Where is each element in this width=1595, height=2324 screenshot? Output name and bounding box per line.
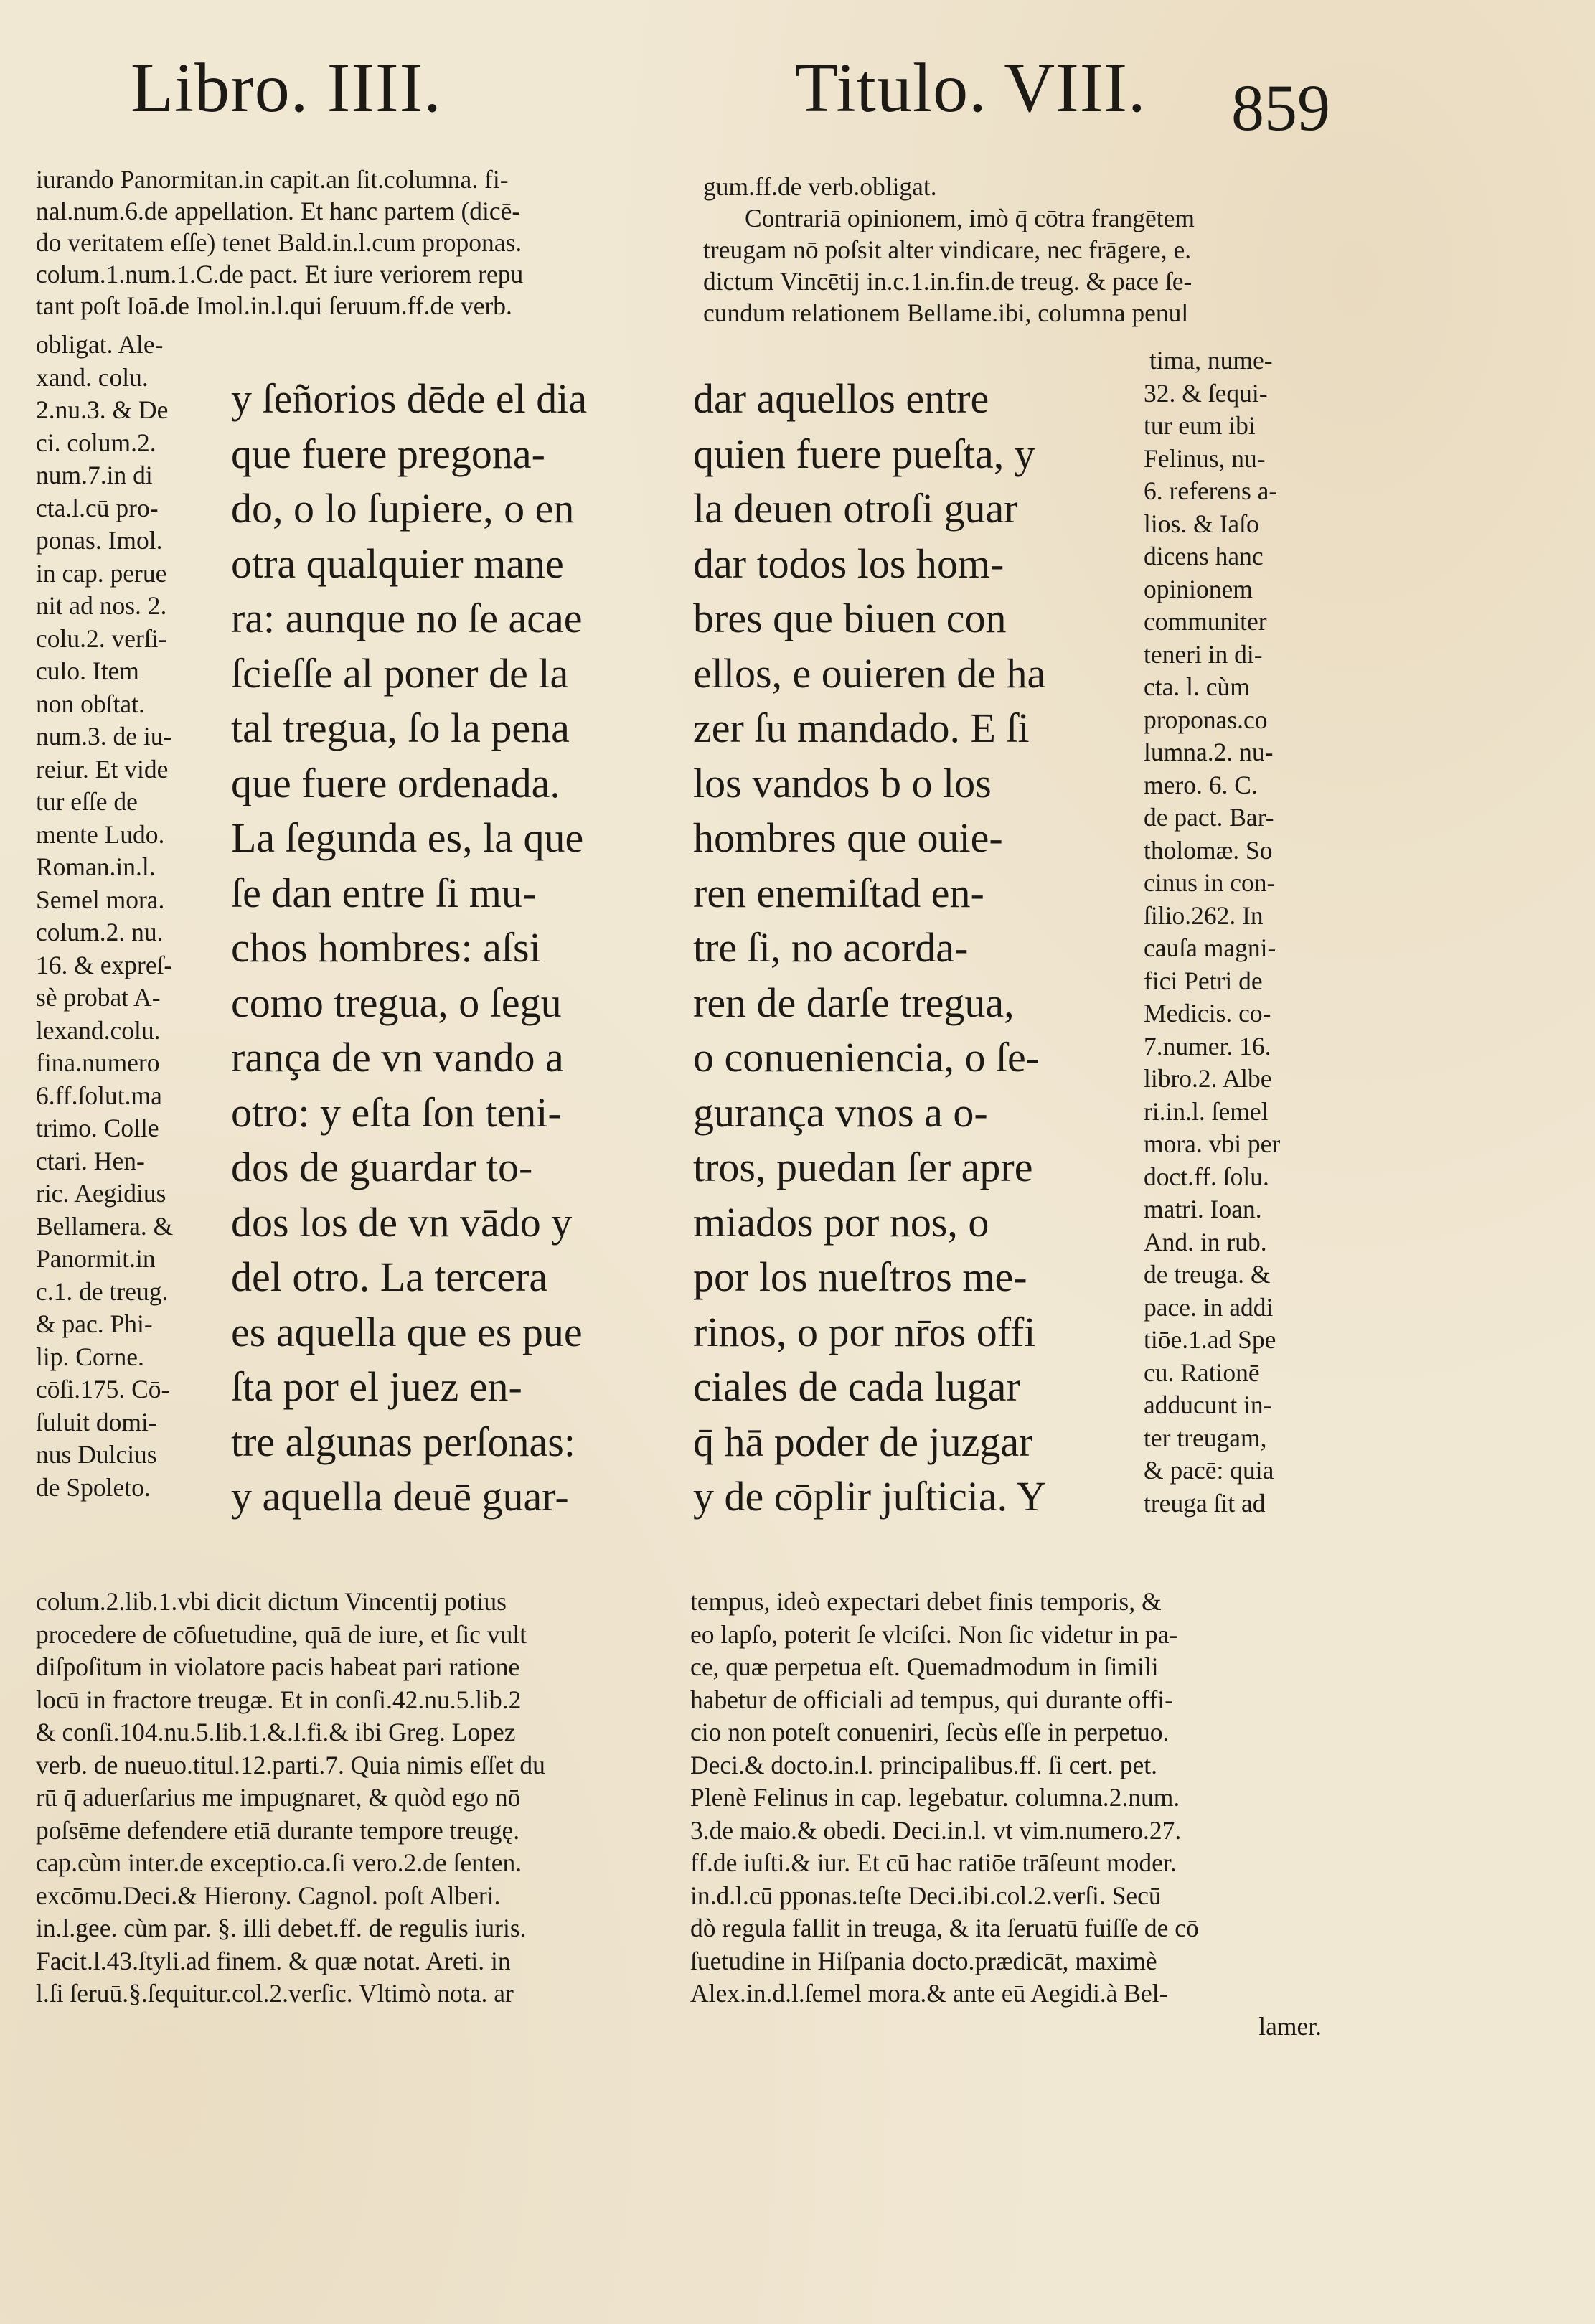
main-text-line: y ſeñorios dēde el dia <box>231 375 588 422</box>
main-text-line: y de cōplir juſticia. Y <box>693 1473 1047 1520</box>
gloss-line: matri. Ioan. <box>1144 1195 1262 1223</box>
gloss-line: cauſa magni- <box>1144 933 1276 962</box>
gloss-line: in.d.l.cū pponas.teſte Deci.ibi.col.2.verſi. Secū <box>690 1881 1162 1910</box>
gloss-line: ſuluit domi- <box>36 1407 157 1436</box>
main-text-line: dos de guardar to- <box>231 1144 533 1190</box>
gloss-line: nal.num.6.de appellation. Et hanc partem (dicē- <box>36 197 521 225</box>
main-text-line: es aquella que es pue <box>231 1308 583 1355</box>
gloss-line: lios. & Iaſo <box>1144 509 1259 538</box>
gloss-line: & pacē: quia <box>1144 1456 1274 1485</box>
gloss-bottom-right <box>690 1586 1322 2043</box>
main-text-line: gurança vnos a o- <box>693 1088 988 1136</box>
gloss-line: cta. l. cùm <box>1144 672 1250 701</box>
gloss-line: & pac. Phi- <box>36 1309 153 1338</box>
gloss-line: dictum Vincētij in.c.1.in.fin.de treug. & pace ſe- <box>703 267 1192 296</box>
main-text-line: del otro. La tercera <box>231 1253 548 1300</box>
gloss-line: sè probat A- <box>36 983 161 1012</box>
gloss-line: Medicis. co- <box>1144 999 1271 1027</box>
main-text-line: chos hombres: aſsi <box>231 924 541 971</box>
gloss-line: libro.2. Albe <box>1144 1064 1272 1093</box>
gloss-line: Bellamera. & <box>36 1211 174 1241</box>
gloss-line: de pact. Bar- <box>1144 803 1274 832</box>
gloss-line: locū in fractore treugæ. Et in conſi.42.nu.5.lib.2 <box>36 1685 522 1714</box>
gloss-line: cap.cùm inter.de exceptio.ca.ſi vero.2.de ſenten. <box>36 1848 522 1877</box>
gloss-line: Deci.& docto.in.l. principalibus.ff. ſi cert. pet. <box>690 1750 1157 1779</box>
gloss-line: ſilio.262. In <box>1144 900 1264 930</box>
main-text-line: La ſegunda es, la que <box>231 814 584 861</box>
gloss-line: procedere de cōſuetudine, quā de iure, et ſic vult <box>36 1619 527 1649</box>
gloss-line: lamer. <box>1258 2011 1322 2041</box>
gloss-line: cta.l.cū pro- <box>36 493 159 522</box>
gloss-line: tempus, ideò expectari debet finis temporis, & <box>690 1587 1162 1616</box>
gloss-line: culo. Item <box>36 657 139 685</box>
main-text-line: miados por nos, o <box>693 1198 989 1246</box>
gloss-line: do veritatem eſſe) tenet Bald.in.l.cum proponas. <box>36 228 522 257</box>
main-text-line: ellos, e ouieren de ha <box>693 649 1046 697</box>
gloss-line: ter treugam, <box>1144 1423 1267 1452</box>
gloss-line: 16. & expreſ- <box>36 950 173 979</box>
gloss-line: colum.1.num.1.C.de pact. Et iure veriorem repu <box>36 260 524 288</box>
gloss-line: de Spoleto. <box>36 1472 151 1502</box>
main-text-line: hombres que ouie- <box>693 814 1003 861</box>
gloss-line: opinionem <box>1144 574 1253 603</box>
main-text-line: otra qualquier mane <box>231 540 564 587</box>
gloss-line: treugam nō poſsit alter vindicare, nec frāgere, e. <box>703 235 1192 264</box>
gloss-line: mente Ludo. <box>36 819 165 849</box>
gloss-line: doct.ff. ſolu. <box>1144 1162 1269 1191</box>
gloss-line: ci. colum.2. <box>36 428 156 457</box>
gloss-line: diſpoſitum in violatore pacis habeat pari ratione <box>36 1652 520 1681</box>
gloss-line: de treuga. & <box>1144 1260 1271 1289</box>
gloss-line: non obſtat. <box>36 689 145 718</box>
gloss-line: ponas. Imol. <box>36 526 163 555</box>
gloss-line: nus Dulcius <box>36 1440 157 1469</box>
main-text-line: tros, puedan ſer apre <box>693 1144 1033 1190</box>
gloss-right-margin <box>1144 344 1337 1520</box>
gloss-top-left <box>36 164 653 321</box>
gloss-line: Roman.in.l. <box>36 852 156 881</box>
gloss-line: excōmu.Deci.& Hierony. Cagnol. poſt Alberi. <box>36 1881 501 1910</box>
gloss-line: 6.ff.ſolut.ma <box>36 1081 162 1110</box>
gloss-line: fici Petri de <box>1144 966 1263 995</box>
main-text-line: dar todos los hom- <box>693 540 1004 587</box>
gloss-line: colum.2.lib.1.vbi dicit dictum Vincentij potius <box>36 1587 507 1616</box>
gloss-line: & conſi.104.nu.5.lib.1.&.l.fi.& ibi Greg. Lopez <box>36 1718 516 1746</box>
gloss-line: l.ſi ſeruū.§.ſequitur.col.2.verſic. Vltimò nota. ar <box>36 1979 514 2008</box>
main-text-line: tal tregua, ſo la pena <box>231 705 570 751</box>
gloss-line: adducunt in- <box>1144 1391 1272 1419</box>
main-text-line: q̄ hā poder de juzgar <box>693 1418 1033 1465</box>
gloss-line: tur eſſe de <box>36 787 138 816</box>
gloss-line: reiur. Et vide <box>36 754 169 784</box>
gloss-line: dò regula fallit in treuga, & ita ſeruatū fuiſſe de cō <box>690 1914 1199 1942</box>
gloss-line: num.7.in di <box>36 461 153 489</box>
gloss-line: proponas.co <box>1144 705 1268 734</box>
gloss-bottom-left <box>36 1586 653 2010</box>
page-number: 859 <box>1231 71 1330 144</box>
gloss-top-right <box>703 171 1335 329</box>
main-text-line: ren enemiſtad en- <box>693 869 984 916</box>
main-text-line: dar aquellos entre <box>693 375 989 422</box>
gloss-line: iurando Panormitan.in capit.an ſit.columna. fi- <box>36 165 509 194</box>
gloss-line: verb. de nueuo.titul.12.parti.7. Quia nimis eſſet du <box>36 1750 545 1779</box>
gloss-line: 3.de maio.& obedi. Deci.in.l. vt vim.numero.27. <box>690 1815 1182 1845</box>
main-text-line: ra: aunque no ſe acae <box>231 595 583 641</box>
gloss-line: cu. Rationē <box>1144 1358 1260 1387</box>
gloss-line: Alex.in.d.l.ſemel mora.& ante eū Aegidi.à Bel- <box>690 1979 1168 2008</box>
gloss-line: eo lapſo, poterit ſe vlciſci. Non ſic videtur in pa- <box>690 1619 1178 1649</box>
gloss-line: trimo. Colle <box>36 1114 159 1142</box>
main-text-line: dos los de vn vādo y <box>231 1198 573 1246</box>
gloss-line: communiter <box>1144 607 1267 636</box>
main-text-line: rança de vn vando a <box>231 1034 564 1081</box>
gloss-line: ric. Aegidius <box>36 1179 166 1208</box>
main-text-line: zer ſu mandado. E ſi <box>693 705 1030 751</box>
main-text-line: que fuere pregona- <box>231 430 545 477</box>
main-text-line: los vandos b o los <box>693 759 992 806</box>
gloss-line: lexand.colu. <box>36 1015 161 1045</box>
main-text-right-column <box>693 372 1116 1525</box>
main-text-line: como tregua, o ſegu <box>231 979 562 1026</box>
main-text-line: tre ſi, no acorda- <box>693 924 969 971</box>
gloss-line: Felinus, nu- <box>1144 443 1266 473</box>
gloss-line: tima, nume- <box>1149 346 1273 375</box>
main-text-line: rinos, o por nr̄os offi <box>693 1308 1036 1355</box>
gloss-line: gum.ff.de verb.obligat. <box>703 172 937 201</box>
gloss-line: c.1. de treug. <box>36 1276 169 1306</box>
gloss-line: tant poſt Ioā.de Imol.in.l.qui ſeruum.ff.de verb. <box>36 291 512 320</box>
gloss-line: ctari. Hen- <box>36 1146 145 1175</box>
gloss-line: Contrariā opinionem, imò q̄ cōtra frangētem <box>745 204 1195 232</box>
gloss-line: teneri in di- <box>1144 639 1263 669</box>
gloss-line: poſsēme defendere etiā durante tempore treugę. <box>36 1815 520 1845</box>
gloss-line: xand. colu. <box>36 362 149 392</box>
gloss-line: pace. in addi <box>1144 1292 1274 1322</box>
gloss-line: ce, quæ perpetua eſt. Quemadmodum in ſimili <box>690 1652 1159 1681</box>
gloss-line: tholomæ. So <box>1144 835 1273 865</box>
gloss-line: Semel mora. <box>36 885 165 914</box>
main-text-line: quien fuere pueſta, y <box>693 430 1035 477</box>
gloss-line: fina.numero <box>36 1048 160 1077</box>
gloss-left-margin <box>36 329 215 1504</box>
main-text-line: tre algunas perſonas: <box>231 1418 575 1465</box>
main-text-line: ſta por el juez en- <box>231 1363 522 1410</box>
running-head-book: Libro. IIII. <box>131 50 442 127</box>
gloss-line: Panormit.in <box>36 1244 156 1273</box>
gloss-line: habetur de officiali ad tempus, qui durante offi- <box>690 1685 1173 1714</box>
gloss-line: nit ad nos. 2. <box>36 591 167 620</box>
main-text-line: que fuere ordenada. <box>231 759 560 806</box>
main-text-line: o conueniencia, o ſe- <box>693 1034 1040 1081</box>
main-text-line: otro: y eſta ſon teni- <box>231 1088 562 1136</box>
gloss-line: rū q̄ aduerſarius me impugnaret, & quòd ego nō <box>36 1783 521 1812</box>
main-text-left-column <box>231 372 654 1525</box>
gloss-line: in.l.gee. cùm par. §. illi debet.ff. de regulis iuris. <box>36 1914 527 1942</box>
gloss-line: treuga ſit ad <box>1144 1488 1266 1518</box>
gloss-line: mero. 6. C. <box>1144 770 1258 799</box>
gloss-line: cio non poteſt conueniri, ſecùs eſſe in perpetuo. <box>690 1718 1170 1746</box>
gloss-line: 7.numer. 16. <box>1144 1031 1271 1060</box>
gloss-line: colum.2. nu. <box>36 918 164 946</box>
main-text-line: bres que biuen con <box>693 595 1007 641</box>
main-text-line: por los nueſtros me- <box>693 1253 1027 1300</box>
main-text-line: do, o lo ſupiere, o en <box>231 485 575 532</box>
main-text-line: ciales de cada lugar <box>693 1363 1020 1410</box>
main-text-line: y aquella deuē guar- <box>231 1473 569 1520</box>
gloss-line: And. in rub. <box>1144 1227 1267 1256</box>
gloss-line: cundum relationem Bellame.ibi, columna penul <box>703 298 1189 327</box>
gloss-line: Facit.l.43.ſtyli.ad finem. & quæ notat. Areti. in <box>36 1946 511 1975</box>
gloss-line: obligat. Ale- <box>36 330 164 359</box>
running-head-title: Titulo. VIII. <box>795 50 1147 127</box>
gloss-line: ff.de iuſti.& iur. Et cū hac ratiōe trāſeunt moder. <box>690 1848 1177 1877</box>
gloss-line: mora. vbi per <box>1144 1129 1281 1158</box>
gloss-line: 32. & ſequi- <box>1144 378 1268 408</box>
gloss-line: ri.in.l. ſemel <box>1144 1096 1269 1126</box>
gloss-line: ſuetudine in Hiſpania docto.prædicāt, maximè <box>690 1946 1157 1975</box>
gloss-line: 6. referens a- <box>1144 476 1278 505</box>
gloss-line: tur eum ibi <box>1144 411 1256 440</box>
gloss-line: Plenè Felinus in cap. legebatur. columna.2.num. <box>690 1783 1180 1812</box>
gloss-line: cinus in con- <box>1144 868 1276 897</box>
gloss-line: tiōe.1.ad Spe <box>1144 1325 1276 1354</box>
gloss-line: colu.2. verſi- <box>36 624 167 653</box>
gloss-line: in cap. perue <box>36 558 167 588</box>
gloss-line: dicens hanc <box>1144 542 1264 570</box>
main-text-line: ren de darſe tregua, <box>693 979 1015 1026</box>
gloss-line: 2.nu.3. & De <box>36 395 169 424</box>
gloss-line: lip. Corne. <box>36 1342 144 1371</box>
main-text-line: ſe dan entre ſi mu- <box>231 869 537 916</box>
main-text-line: ſcieſſe al poner de la <box>231 649 569 697</box>
main-text-line: la deuen otroſi guar <box>693 485 1018 532</box>
gloss-line: num.3. de iu- <box>36 722 172 751</box>
gloss-line: cōſi.175. Cō- <box>36 1375 170 1403</box>
gloss-line: lumna.2. nu- <box>1144 738 1274 766</box>
